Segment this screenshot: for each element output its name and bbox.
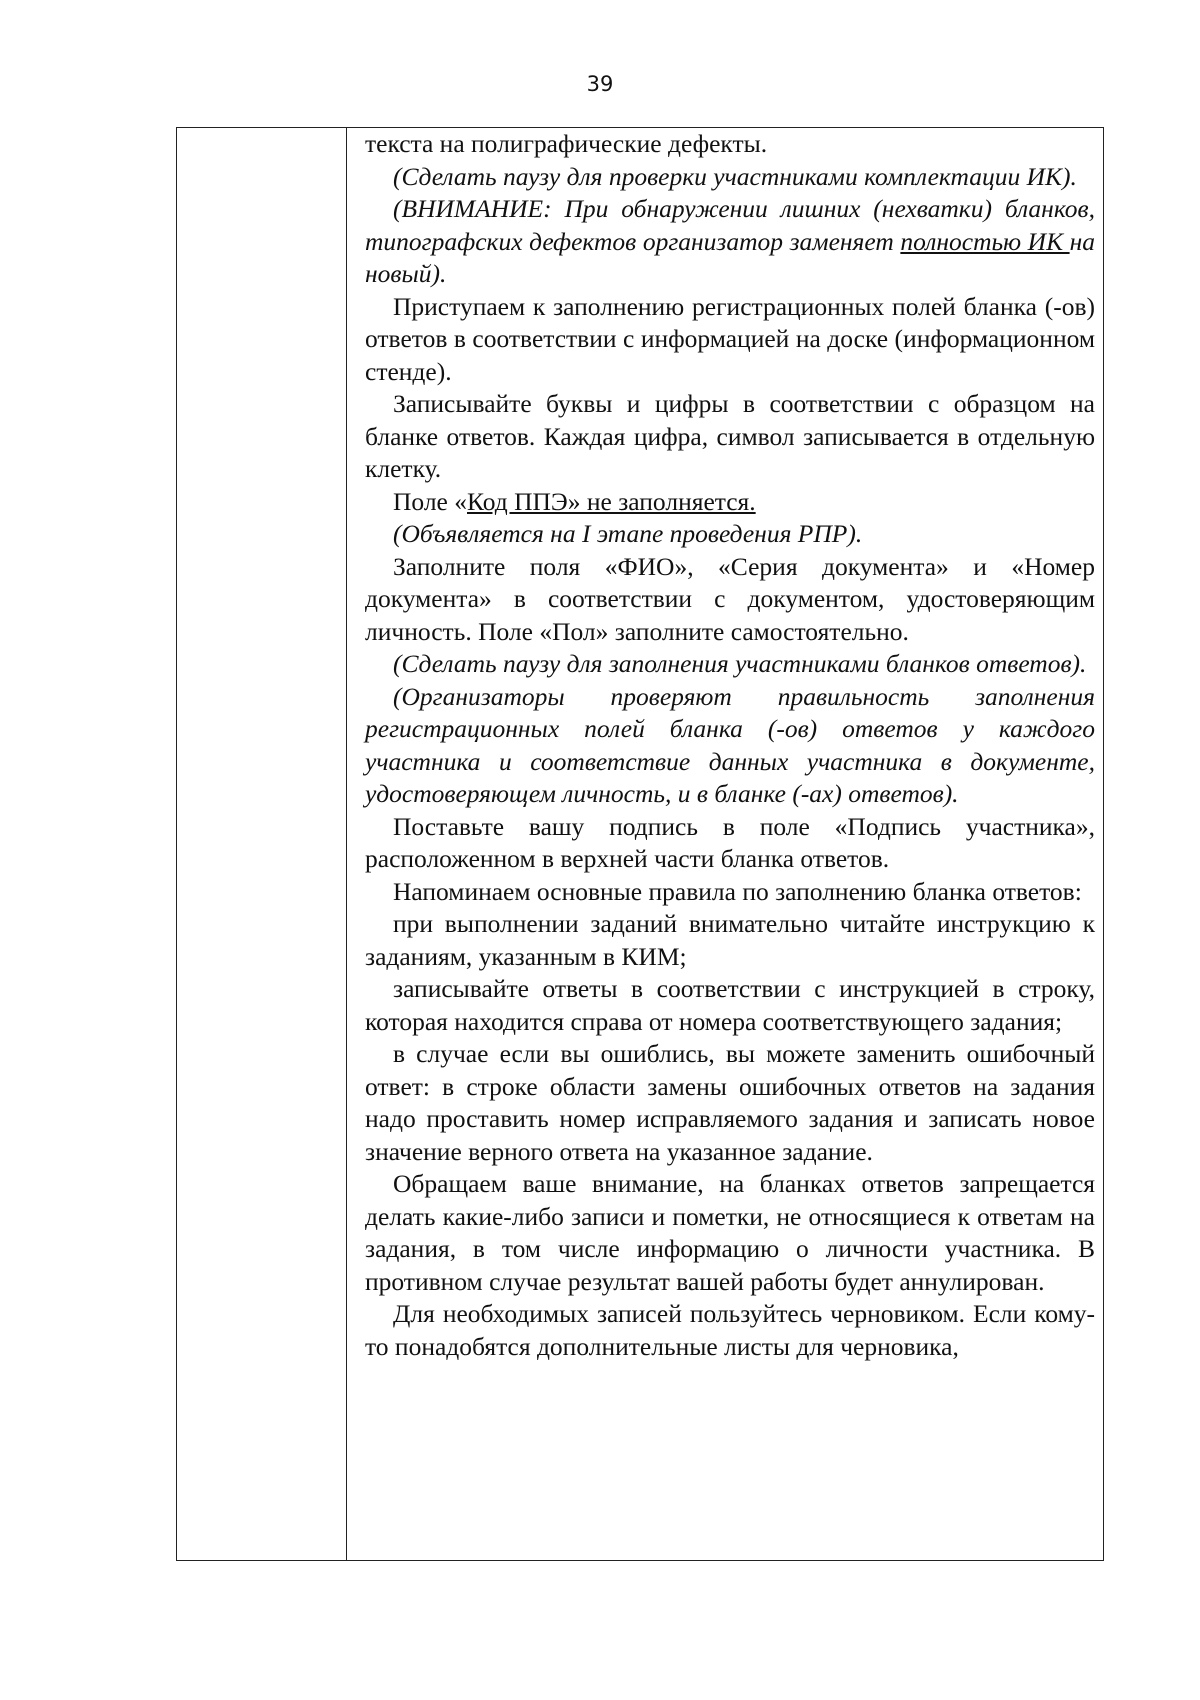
italic-note: (Сделать паузу для заполнения участниками бланков ответов). (393, 649, 1087, 678)
rule-item: при выполнении заданий внимательно читайте инструкцию к заданиям, указанным в КИМ; (365, 909, 1095, 971)
paragraph: Для необходимых записей пользуйтесь черновиком. Если кому-то понадобятся дополнительные листы для черновика, (365, 1299, 1095, 1361)
rule-item: записывайте ответы в соответствии с инструкцией в строку, которая находится справа от номера соответствующего задания; (365, 974, 1095, 1036)
underlined-text: полностью ИК (900, 226, 1070, 256)
italic-note: (Объявляется на I этапе проведения РПР). (393, 519, 863, 548)
paragraph: текста на полиграфические дефекты. (365, 129, 768, 158)
attention-note (365, 193, 1095, 291)
paragraph: Приступаем к заполнению регистрационных полей бланка (-ов) ответов в соответствии с информацией на доске (информационном стенде). (365, 291, 1095, 386)
paragraph: Поставьте вашу подпись в поле «Подпись участника», расположенном в верхней части бланка ответов. (365, 811, 1095, 873)
italic-note: (Организаторы проверяют правильность заполнения регистрационных полей бланка (-ов) ответов у каждого участника и соответствие данных участника в документе, удостоверяющем личность, и в бланке (-ах) ответов). (365, 681, 1095, 808)
paragraph: Записывайте буквы и цифры в соответствии с образцом на бланке ответов. Каждая цифра, символ записывается в отдельную клетку. (365, 389, 1095, 483)
table-text-column (365, 128, 1095, 1363)
underlined-text: Код ППЭ» не заполняется. (467, 486, 756, 516)
ppe-code-prefix: Поле « (393, 486, 467, 516)
attention-text: (ВНИМАНИЕ: При обнаружении лишних (нехватки) бланков, типографских дефектов организатор заменяет (365, 194, 1095, 256)
ppe-code-paragraph (365, 486, 1095, 519)
attention-text-end: на новый). (365, 226, 1095, 288)
instruction-table (176, 127, 1104, 1561)
table-left-column (177, 128, 347, 1560)
italic-note: (Сделать паузу для проверки участниками комплектации ИК). (393, 161, 1077, 191)
paragraph: Обращаем ваше внимание, на бланках ответов запрещается делать какие-либо записи и пометки, не относящиеся к ответам на задания, в том числе информацию о личности участника. В противном случае результат вашей работы будет аннулирован. (365, 1169, 1095, 1296)
page-number: 39 (586, 72, 614, 96)
rule-item: в случае если вы ошиблись, вы можете заменить ошибочный ответ: в строке области замены ошибочных ответов на задания надо проставить номер исправляемого задания и записать новое значение верного ответа на указанное задание. (365, 1039, 1095, 1166)
paragraph: Напоминаем основные правила по заполнению бланка ответов: (393, 876, 1082, 906)
paragraph: Заполните поля «ФИО», «Серия документа» и «Номер документа» в соответствии с документом, удостоверяющим личность. Поле «Пол» заполните самостоятельно. (365, 551, 1095, 646)
